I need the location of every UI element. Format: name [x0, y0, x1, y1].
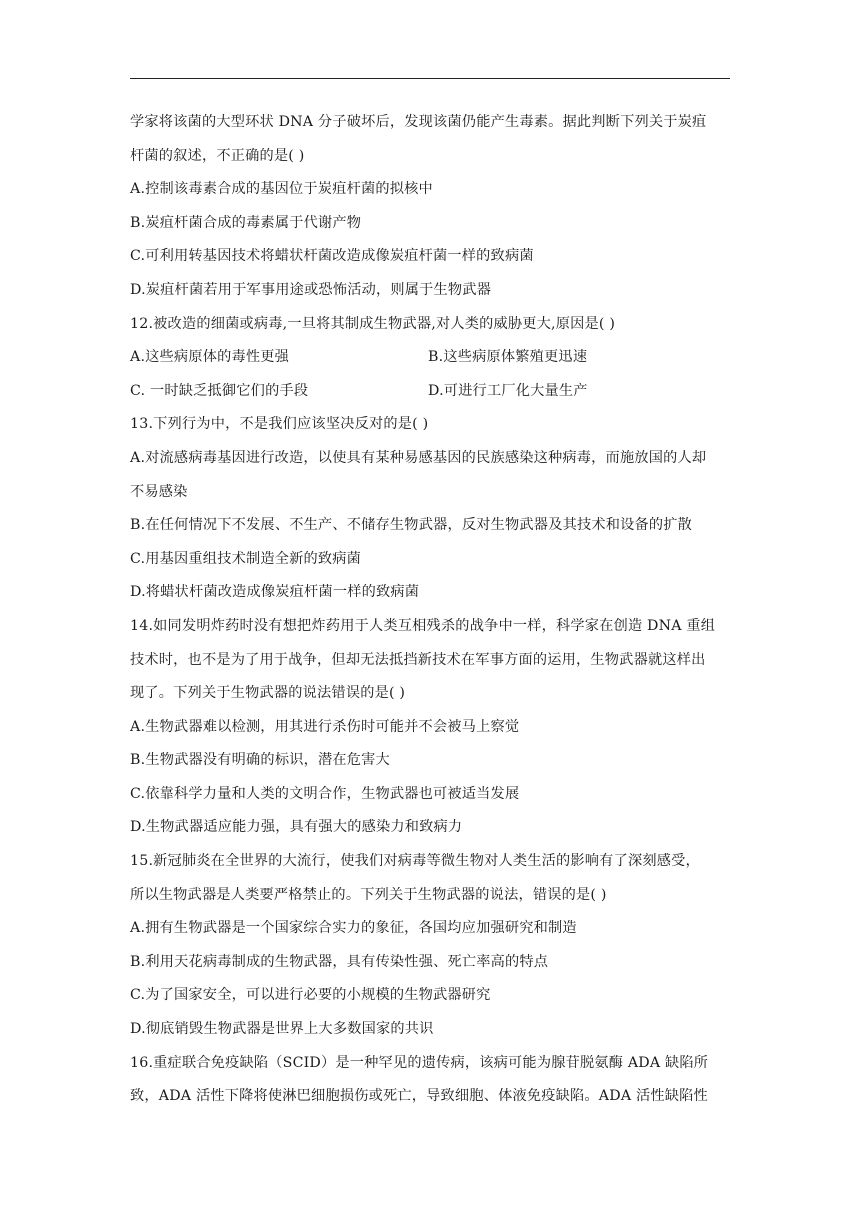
- q12-option-c: C. 一时缺乏抵御它们的手段: [130, 382, 309, 399]
- option-line: A.拥有生物武器是一个国家综合实力的象征，各国均应加强研究和制造: [130, 920, 577, 937]
- option-line: B.生物武器没有明确的标识，潜在危害大: [130, 752, 390, 769]
- option-line: C.用基因重组技术制造全新的致病菌: [130, 550, 362, 567]
- q12-options-row-2: [130, 375, 736, 409]
- option-line: D.彻底销毁生物武器是世界上大多数国家的共识: [130, 1021, 434, 1038]
- option-line: A.控制该毒素合成的基因位于炭疽杆菌的拟核中: [130, 181, 433, 198]
- option-line: D.炭疽杆菌若用于军事用途或恐怖活动，则属于生物武器: [130, 281, 492, 298]
- option-line: D.生物武器适应能力强，具有强大的感染力和致病力: [130, 819, 463, 836]
- q12-options-row-1: [130, 341, 736, 375]
- option-line: D.将蜡状杆菌改造成像炭疽杆菌一样的致病菌: [130, 584, 420, 601]
- text-line: 不易感染: [130, 483, 188, 500]
- question-12: 12.被改造的细菌或病毒,一旦将其制成生物武器,对人类的威胁更大,原因是( ): [130, 315, 616, 332]
- text-line: 现了。下列关于生物武器的说法错误的是( ): [130, 685, 406, 702]
- option-line: B.利用天花病毒制成的生物武器，具有传染性强、死亡率高的特点: [130, 953, 549, 970]
- question-13: 13.下列行为中，不是我们应该坚决反对的是( ): [130, 416, 429, 433]
- option-line: A.对流感病毒基因进行改造，以使具有某种易感基因的民族感染这种病毒，而施放国的人却: [130, 449, 707, 466]
- question-16: 16.重症联合免疫缺陷（SCID）是一种罕见的遗传病，该病可能为腺苷脱氨酶 ADA 缺陷所: [130, 1054, 709, 1071]
- header-rule: [130, 78, 730, 79]
- q12-option-b: B.这些病原体繁殖更迅速: [428, 349, 588, 366]
- text-line: 技术时，也不是为了用于战争，但却无法抵挡新技术在军事方面的运用，生物武器就这样出: [130, 651, 706, 668]
- option-line: A.生物武器难以检测，用其进行杀伤时可能并不会被马上察觉: [130, 718, 520, 735]
- text-line: 杆菌的叙述，不正确的是( ): [130, 147, 305, 164]
- q12-option-a: A.这些病原体的毒性更强: [130, 349, 290, 366]
- question-14: 14.如同发明炸药时没有想把炸药用于人类互相残杀的战争中一样，科学家在创造 DNA 重组: [130, 617, 716, 634]
- option-line: B.在任何情况下不发展、不生产、不储存生物武器，反对生物武器及其技术和设备的扩散: [130, 517, 693, 534]
- option-line: C.依靠科学力量和人类的文明合作，生物武器也可被适当发展: [130, 785, 520, 802]
- q12-option-d: D.可进行工厂化大量生产: [428, 382, 588, 399]
- document-body: [130, 106, 736, 1114]
- question-15: 15.新冠肺炎在全世界的大流行，使我们对病毒等微生物对人类生活的影响有了深刻感受，: [130, 853, 700, 870]
- option-line: B.炭疽杆菌合成的毒素属于代谢产物: [130, 214, 362, 231]
- option-line: C.可利用转基因技术将蜡状杆菌改造成像炭疽杆菌一样的致病菌: [130, 248, 534, 265]
- option-line: C.为了国家安全，可以进行必要的小规模的生物武器研究: [130, 987, 491, 1004]
- text-line: 学家将该菌的大型环状 DNA 分子破坏后，发现该菌仍能产生毒素。据此判断下列关于炭疽: [130, 114, 707, 130]
- text-line: 致，ADA 活性下降将使淋巴细胞损伤或死亡，导致细胞、体液免疫缺陷。ADA 活性缺陷性: [130, 1088, 708, 1105]
- text-line: 所以生物武器是人类要严格禁止的。下列关于生物武器的说法，错误的是( ): [130, 886, 607, 903]
